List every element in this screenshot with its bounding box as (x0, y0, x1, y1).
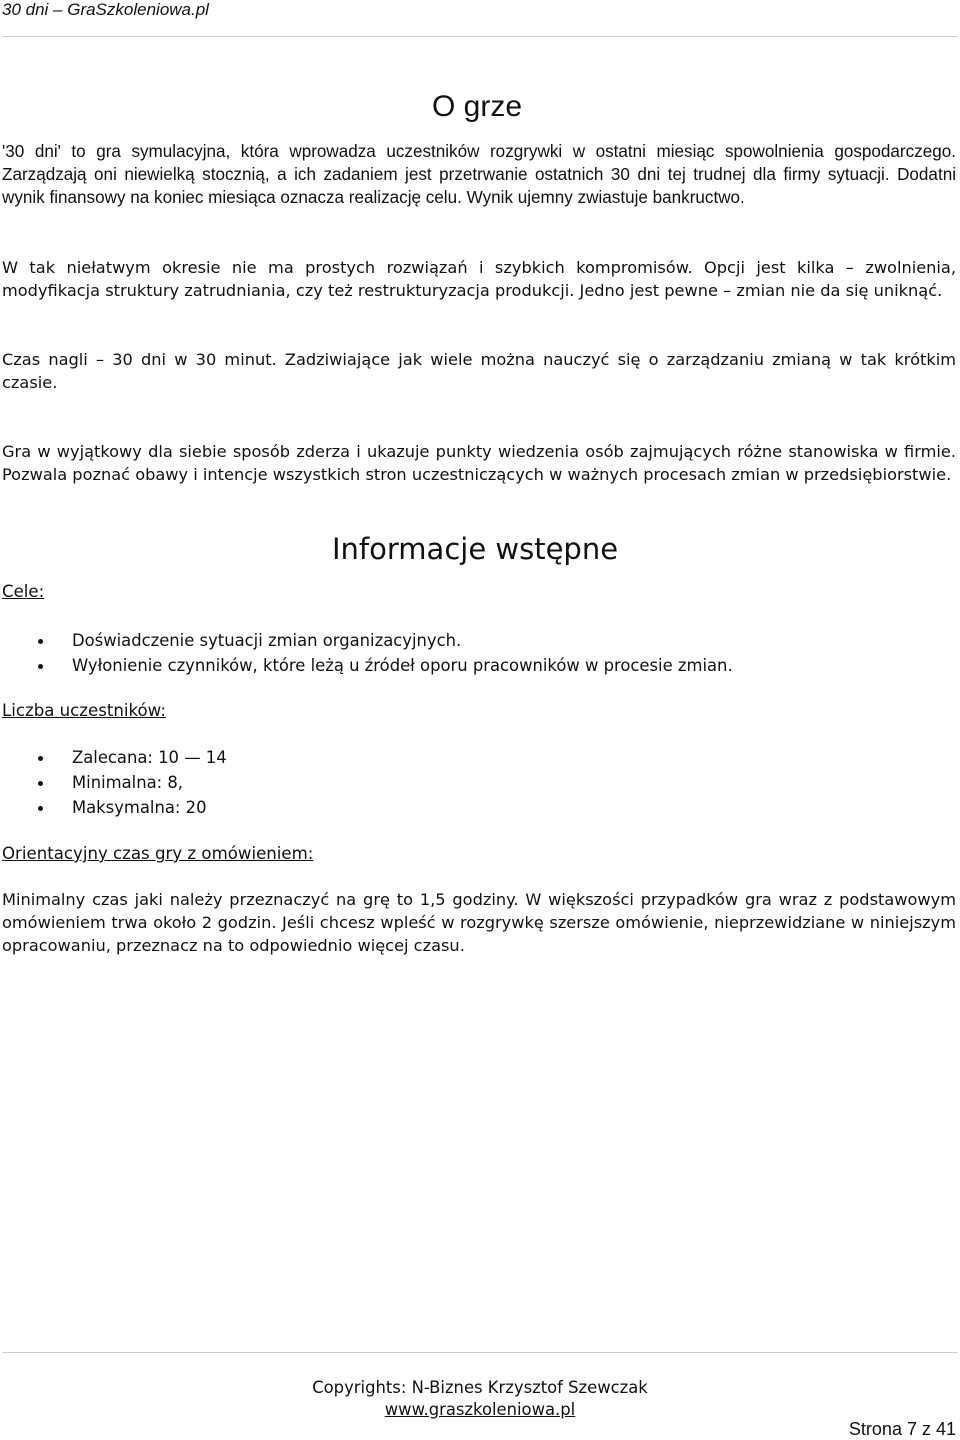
footer-copyright: Copyrights: N-Biznes Krzysztof Szewczak (312, 1378, 648, 1397)
paragraph-game-duration: Minimalny czas jaki należy przeznaczyć na grę to 1,5 godziny. W większości przypadków gra wraz z podstawowym omówieniem trwa około 2 godzin. Jeśli chcesz wpleść w rozgrywkę szersze omówienie, nieprzewidziane w niniejszym opracowaniu, przeznacz na to odpowiednio więcej czasu. (2, 890, 956, 955)
goals-label: Cele: (2, 582, 45, 601)
section-heading-informacje: Informacje wstępne (332, 532, 619, 566)
list-item: Minimalna: 8, (0, 771, 227, 796)
running-header-title: 30 dni – GraSzkoleniowa.pl (2, 0, 209, 19)
footer-website-link[interactable]: www.graszkoleniowa.pl (384, 1400, 576, 1419)
header-divider (2, 36, 958, 37)
paragraph-perspectives: Gra w wyjątkowy dla siebie sposób zderza i ukazuje punkty wiedzenia osób zajmujących różne stanowiska w firmie. Pozwala poznać obawy i intencje wszystkich stron uczestniczących w ważnych procesach zmian w przedsiębiorstwie. (2, 442, 956, 484)
list-item: Zalecana: 10 — 14 (0, 746, 227, 771)
time-label: Orientacyjny czas gry z omówieniem: (2, 844, 314, 863)
list-item: Maksymalna: 20 (0, 796, 227, 821)
footer-divider (2, 1352, 958, 1353)
goals-list (0, 629, 733, 679)
participants-label: Liczba uczestników: (2, 701, 166, 720)
paragraph-time-pressure: Czas nagli – 30 dni w 30 minut. Zadziwiające jak wiele można nauczyć się o zarządzaniu zmianą w tak krótkim czasie. (2, 350, 956, 392)
list-item: Doświadczenie sytuacji zmian organizacyjnych. (0, 629, 733, 654)
page-number: Strona 7 z 41 (848, 1419, 956, 1439)
paragraph-intro: '30 dni' to gra symulacyjna, która wprowadza uczestników rozgrywki w ostatni miesiąc spowolnienia gospodarczego. Zarządzają oni niewielką stocznią, a ich zadaniem jest przetrwanie ostatnich 30 dni tej trudnej dla firmy sytuacji. Dodatni wynik finansowy na koniec miesiąca oznacza realizację celu. Wynik ujemny zwiastuje bankructwo. (2, 142, 956, 207)
participants-list (0, 746, 227, 821)
section-heading-o-grze: O grze (432, 90, 523, 123)
paragraph-options: W tak niełatwym okresie nie ma prostych rozwiązań i szybkich kompromisów. Opcji jest kilka – zwolnienia, modyfikacja struktury zatrudniania, czy też restrukturyzacja produkcji. Jedno jest pewne – zmian nie da się uniknąć. (2, 258, 956, 300)
list-item: Wyłonienie czynników, które leżą u źródeł oporu pracowników w procesie zmian. (0, 654, 733, 679)
